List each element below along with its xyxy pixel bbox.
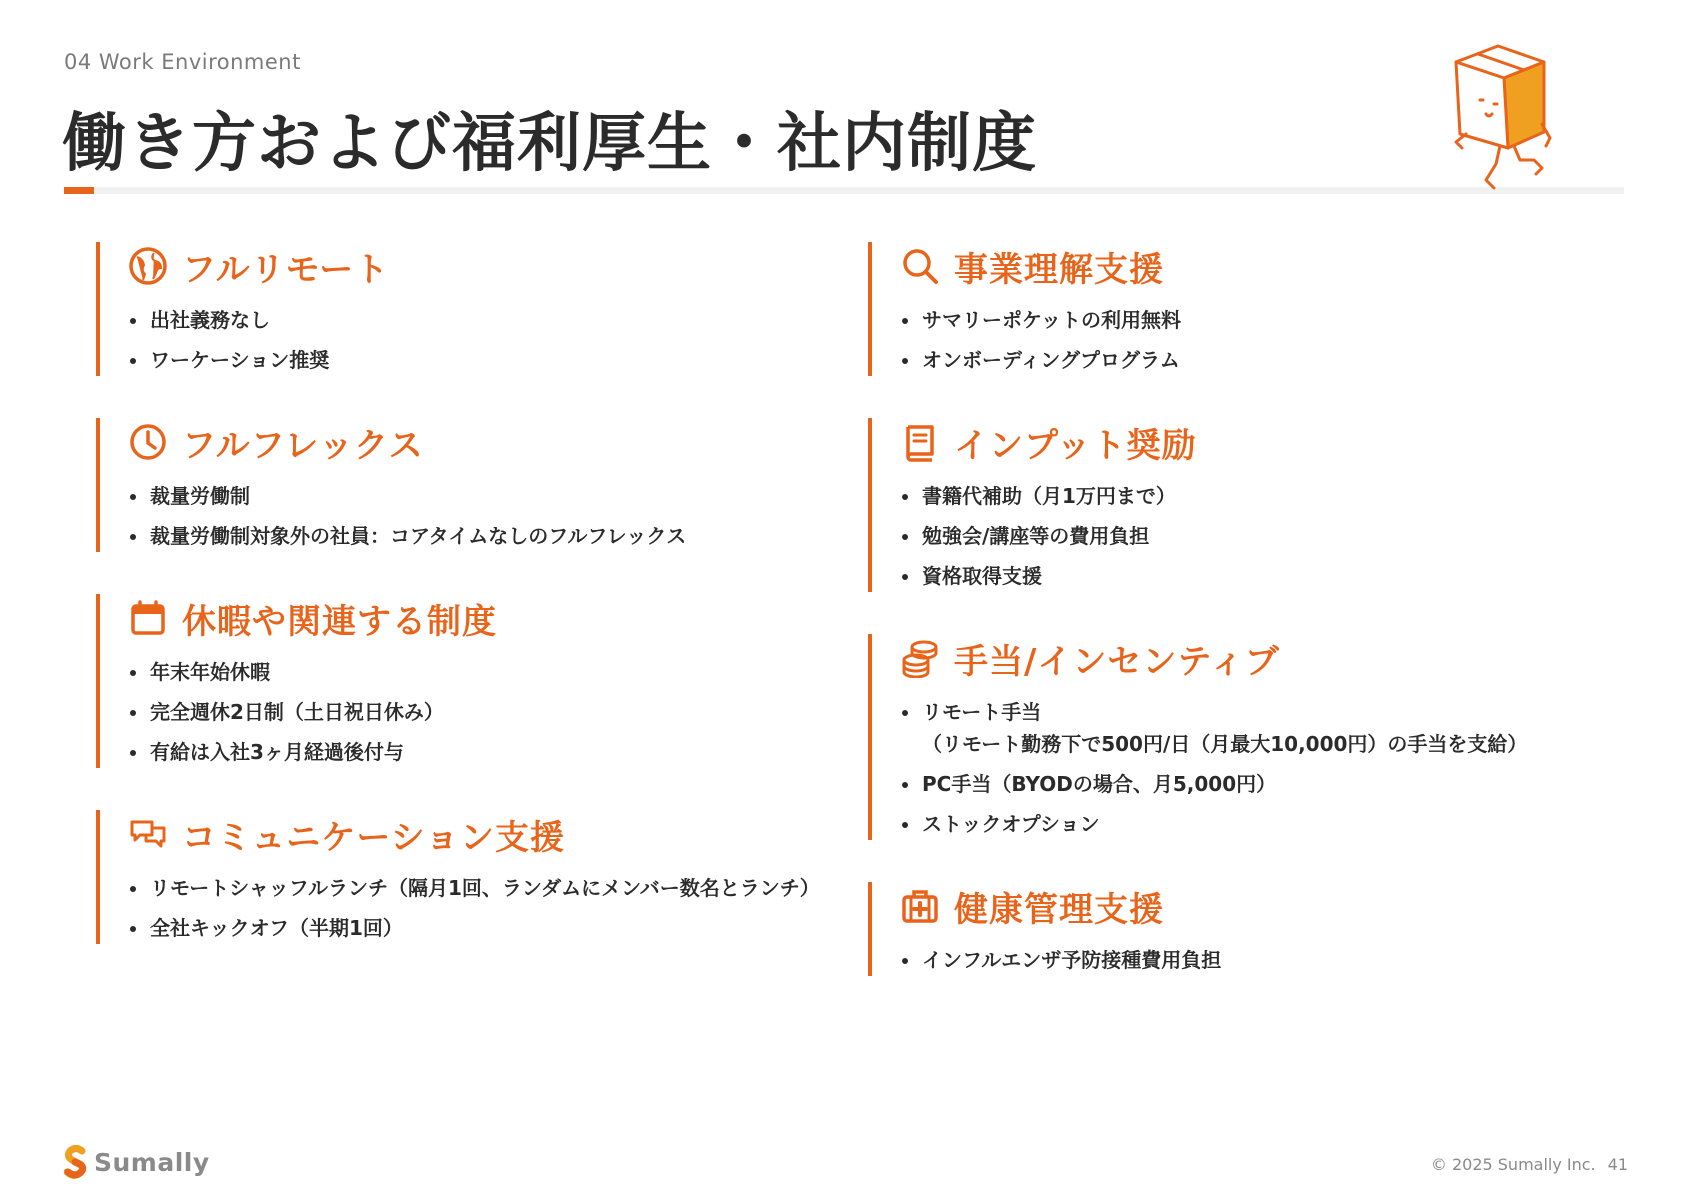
benefit-block-full-remote [96, 242, 856, 376]
calendar-icon [128, 598, 168, 638]
list-item: ワーケーション推奨 [128, 344, 856, 376]
globe-icon [128, 246, 168, 286]
block-title: コミュニケーション支援 [182, 817, 565, 858]
section-label: 04 Work Environment [64, 50, 301, 74]
book-icon [900, 422, 940, 462]
list-item: サマリーポケットの利用無料 [900, 304, 1628, 336]
clock-icon [128, 422, 168, 462]
block-title: 健康管理支援 [954, 889, 1164, 930]
benefit-block-vacation [96, 594, 856, 768]
chat-bubbles-icon [128, 814, 168, 854]
list-item: 裁量労働制対象外の社員：コアタイムなしのフルフレックス [128, 520, 856, 552]
benefit-block-input-encouragement [868, 418, 1628, 592]
box-mascot-illustration [1446, 40, 1556, 195]
benefit-list [128, 656, 856, 768]
list-item: 出社義務なし [128, 304, 856, 336]
list-item: インフルエンザ予防接種費用負担 [900, 944, 1628, 976]
first-aid-kit-icon [900, 886, 940, 926]
benefit-block-business-understanding [868, 242, 1628, 376]
block-title: 休暇や関連する制度 [182, 601, 497, 642]
left-column [96, 242, 856, 952]
benefit-block-health [868, 882, 1628, 976]
copyright-text: © 2025 Sumally Inc. [1430, 1155, 1596, 1174]
list-item: 完全週休2日制（土日祝日休み） [128, 696, 856, 728]
title-rule [64, 187, 1624, 194]
list-item-line: リモート手当 [922, 700, 1042, 724]
list-item: オンボーディングプログラム [900, 344, 1628, 376]
block-title: フルフレックス [182, 425, 424, 466]
list-item: PC手当（BYODの場合、月5,000円） [900, 768, 1628, 800]
list-item: 裁量労働制 [128, 480, 856, 512]
benefit-block-full-flex [96, 418, 856, 552]
sumally-s-logo-icon [64, 1145, 88, 1179]
benefit-list [900, 696, 1628, 840]
list-item: 書籍代補助（月1万円まで） [900, 480, 1628, 512]
logo-text: Sumally [94, 1147, 210, 1177]
coins-icon [900, 638, 940, 678]
footer-copyright [1431, 1155, 1628, 1174]
list-item: リモートシャッフルランチ（隔月1回、ランダムにメンバー数名とランチ） [128, 872, 856, 904]
benefit-list [900, 944, 1628, 976]
list-item [900, 696, 1628, 760]
list-item-line: （リモート勤務下で500円/日（月最大10,000円）の手当を支給） [922, 732, 1528, 756]
block-title: 事業理解支援 [954, 249, 1164, 290]
list-item: 勉強会/講座等の費用負担 [900, 520, 1628, 552]
list-item: ストックオプション [900, 808, 1628, 840]
benefit-block-communication [96, 810, 856, 944]
title-rule-accent [64, 187, 94, 194]
benefit-list [128, 872, 856, 944]
benefit-list [128, 480, 856, 552]
list-item: 全社キックオフ（半期1回） [128, 912, 856, 944]
benefit-block-allowances [868, 634, 1628, 840]
list-item: 有給は入社3ヶ月経過後付与 [128, 736, 856, 768]
right-column [868, 242, 1628, 984]
search-icon [900, 246, 940, 286]
block-title: インプット奨励 [954, 425, 1197, 466]
benefit-list [128, 304, 856, 376]
block-title: 手当/インセンティブ [954, 641, 1280, 682]
page-title: 働き方および福利厚生・社内制度 [62, 107, 1037, 181]
benefit-list [900, 304, 1628, 376]
block-title: フルリモート [182, 249, 390, 290]
list-item: 年末年始休暇 [128, 656, 856, 688]
list-item: 資格取得支援 [900, 560, 1628, 592]
page-number: 41 [1607, 1155, 1628, 1174]
benefit-list [900, 480, 1628, 592]
sumally-logo [64, 1145, 210, 1179]
